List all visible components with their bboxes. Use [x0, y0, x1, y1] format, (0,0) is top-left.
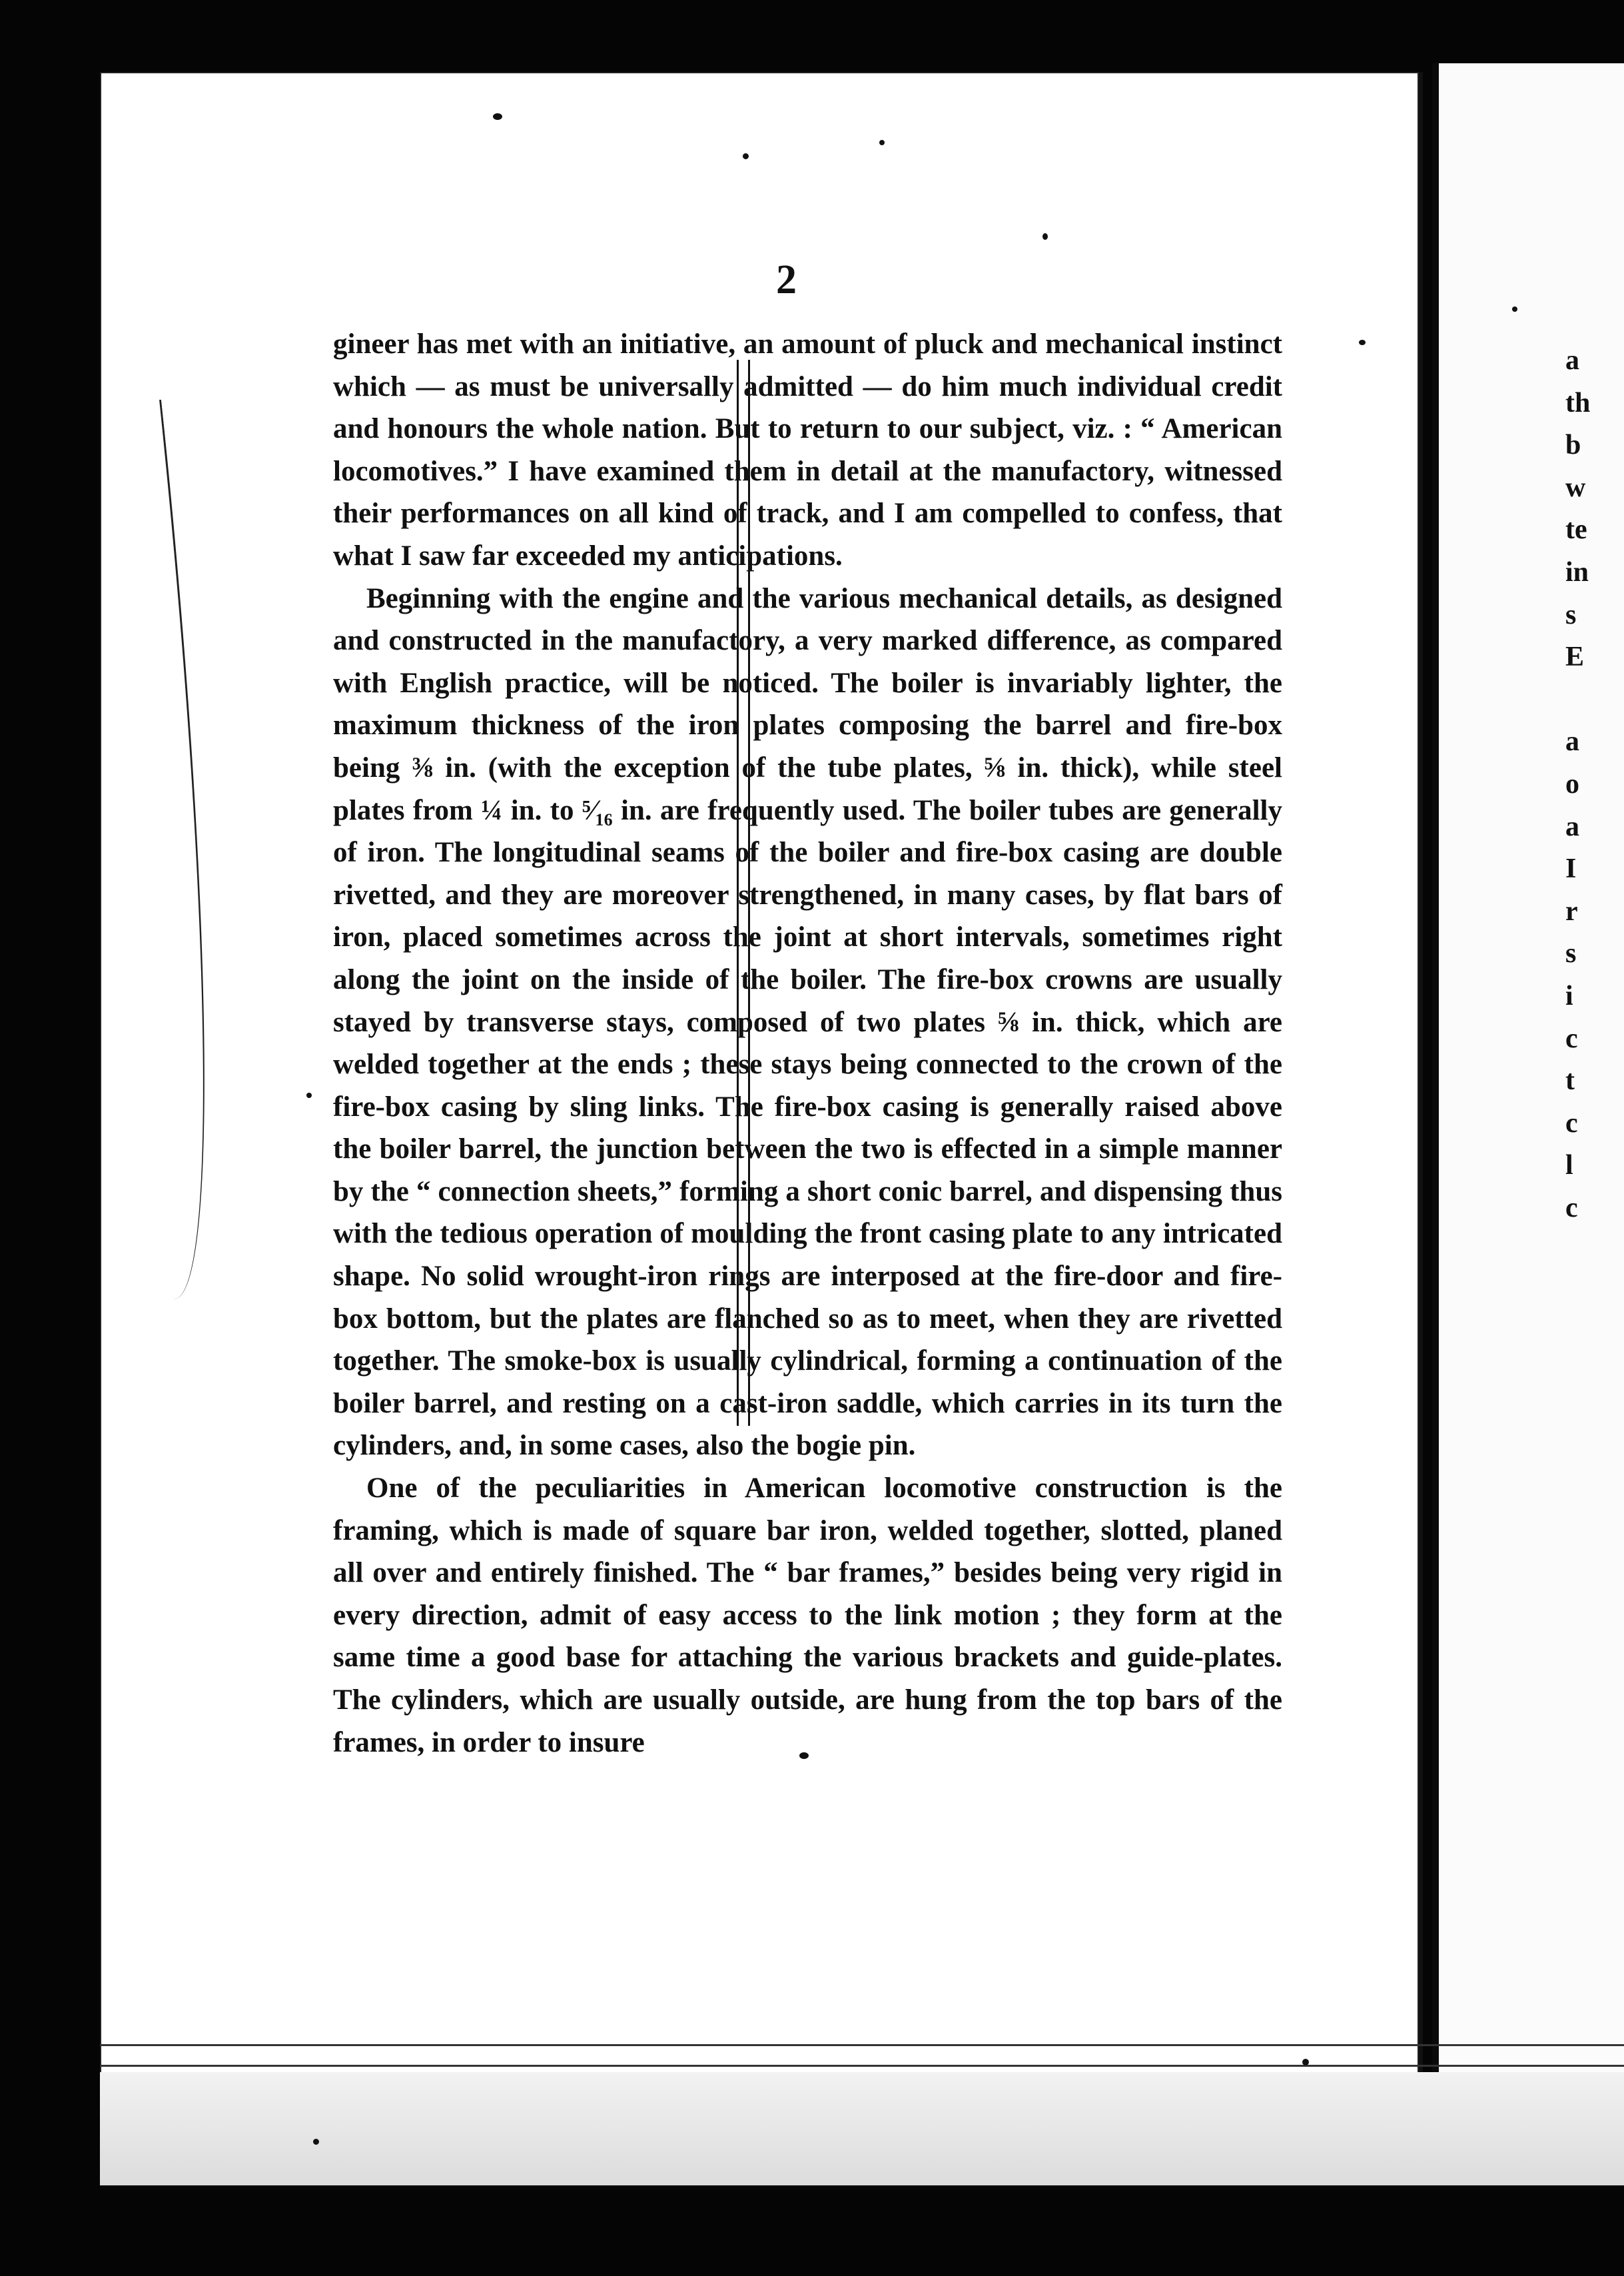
fragment: a [1565, 811, 1579, 842]
fragment [1565, 679, 1619, 722]
fragment: a [1565, 726, 1579, 758]
ink-speck [1359, 340, 1366, 345]
fragment: in [1565, 556, 1589, 588]
ink-speck [306, 1093, 312, 1098]
ink-speck [1042, 233, 1048, 240]
fragment: a [1565, 345, 1579, 376]
ink-speck [743, 153, 749, 159]
fragment: th [1565, 387, 1591, 418]
fragment: I [1565, 854, 1577, 885]
fragment: s [1565, 938, 1577, 969]
fragment: i [1565, 980, 1573, 1011]
ink-speck [1512, 306, 1517, 312]
fragment: te [1565, 514, 1587, 546]
ink-speck [493, 113, 502, 120]
bottom-margin-band [100, 2072, 1624, 2185]
fragment: o [1565, 768, 1579, 800]
body-text [333, 323, 1282, 1764]
ink-speck [879, 140, 885, 145]
ink-speck [799, 1752, 809, 1759]
paragraph-3: One of the peculiarities in American locomotive construction is the framing, which is made of square bar iron, welded together, slotted, planed all over and entirely finished. The “ bar frames,” besides being very rigid in every direction, admit of easy access to the link motion ; they form at the same time a good base for attaching the various brackets and guide-plates. The cylinders, which are usually outside, are hung from the top bars of the frames, in order to insure [333, 1472, 1282, 1758]
bottom-rule-lines [100, 2044, 1624, 2067]
paragraph-1: gineer has met with an initiative, an amount of pluck and mechanical instinct which — as must be universally admitted — do him much individual credit and honours the whole nation. But to return to our subject, viz. : “ American locomotives.” I have examined them in detail at the manufactory, witnessed their performances on all kind of track, and I am compelled to confess, that what I saw far exceeded my anticipations. [333, 328, 1282, 572]
page-number: 2 [776, 257, 797, 302]
fragment: c [1565, 1192, 1578, 1223]
adjacent-page-text-fragments [1565, 340, 1619, 1229]
fragment: r [1565, 895, 1578, 927]
fragment: w [1565, 472, 1586, 503]
paragraph-2: Beginning with the engine and the various mechanical details, as designed and constructed in the manufactory, a very marked difference, as compared with English practice, will be noticed. The boiler is invariably lighter, the maximum thickness of the iron plates composing the barrel and fire-box being ⅜ in. (with the exception of the tube plates, ⅝ in. thick), while steel plates from ¼ in. to ⁵⁄₁₆ in. are frequently used. The boiler tubes are generally of iron. The longitudinal seams of the boiler and fire-box casing are double rivetted, and they are moreover strengthened, in many cases, by flat bars of iron, placed sometimes across the joint at short intervals, sometimes right along the joint on the inside of the boiler. The fire-box crowns are usually stayed by transverse stays, composed of two plates ⅝ in. thick, which are welded together at the ends ; these stays being connected to the crown of the fire-box casing by sling links. The fire-box casing is generally raised above the boiler barrel, the junction between the two is effected in a simple manner by the “ connection sheets,” forming a short conic barrel, and dispensing thus with the tedious operation of moulding the front casing plate to any intricated shape. No solid wrought-iron rings are interposed at the fire-door and fire-box bottom, but the plates are flanched so as to meet, when they are rivetted together. The smoke-box is usually cylindrical, forming a continuation of the boiler barrel, and resting on a cast-iron saddle, which carries in its turn the cylinders, and, in some cases, also the bogie pin. [333, 582, 1282, 1462]
fragment: c [1565, 1023, 1578, 1054]
fragment: t [1565, 1065, 1575, 1097]
fragment: l [1565, 1150, 1573, 1181]
fragment: s [1565, 599, 1577, 630]
fragment: c [1565, 1107, 1578, 1139]
fragment: b [1565, 430, 1581, 461]
fragment: E [1565, 642, 1585, 673]
ink-speck [313, 2139, 319, 2145]
ink-speck [1302, 2059, 1309, 2065]
